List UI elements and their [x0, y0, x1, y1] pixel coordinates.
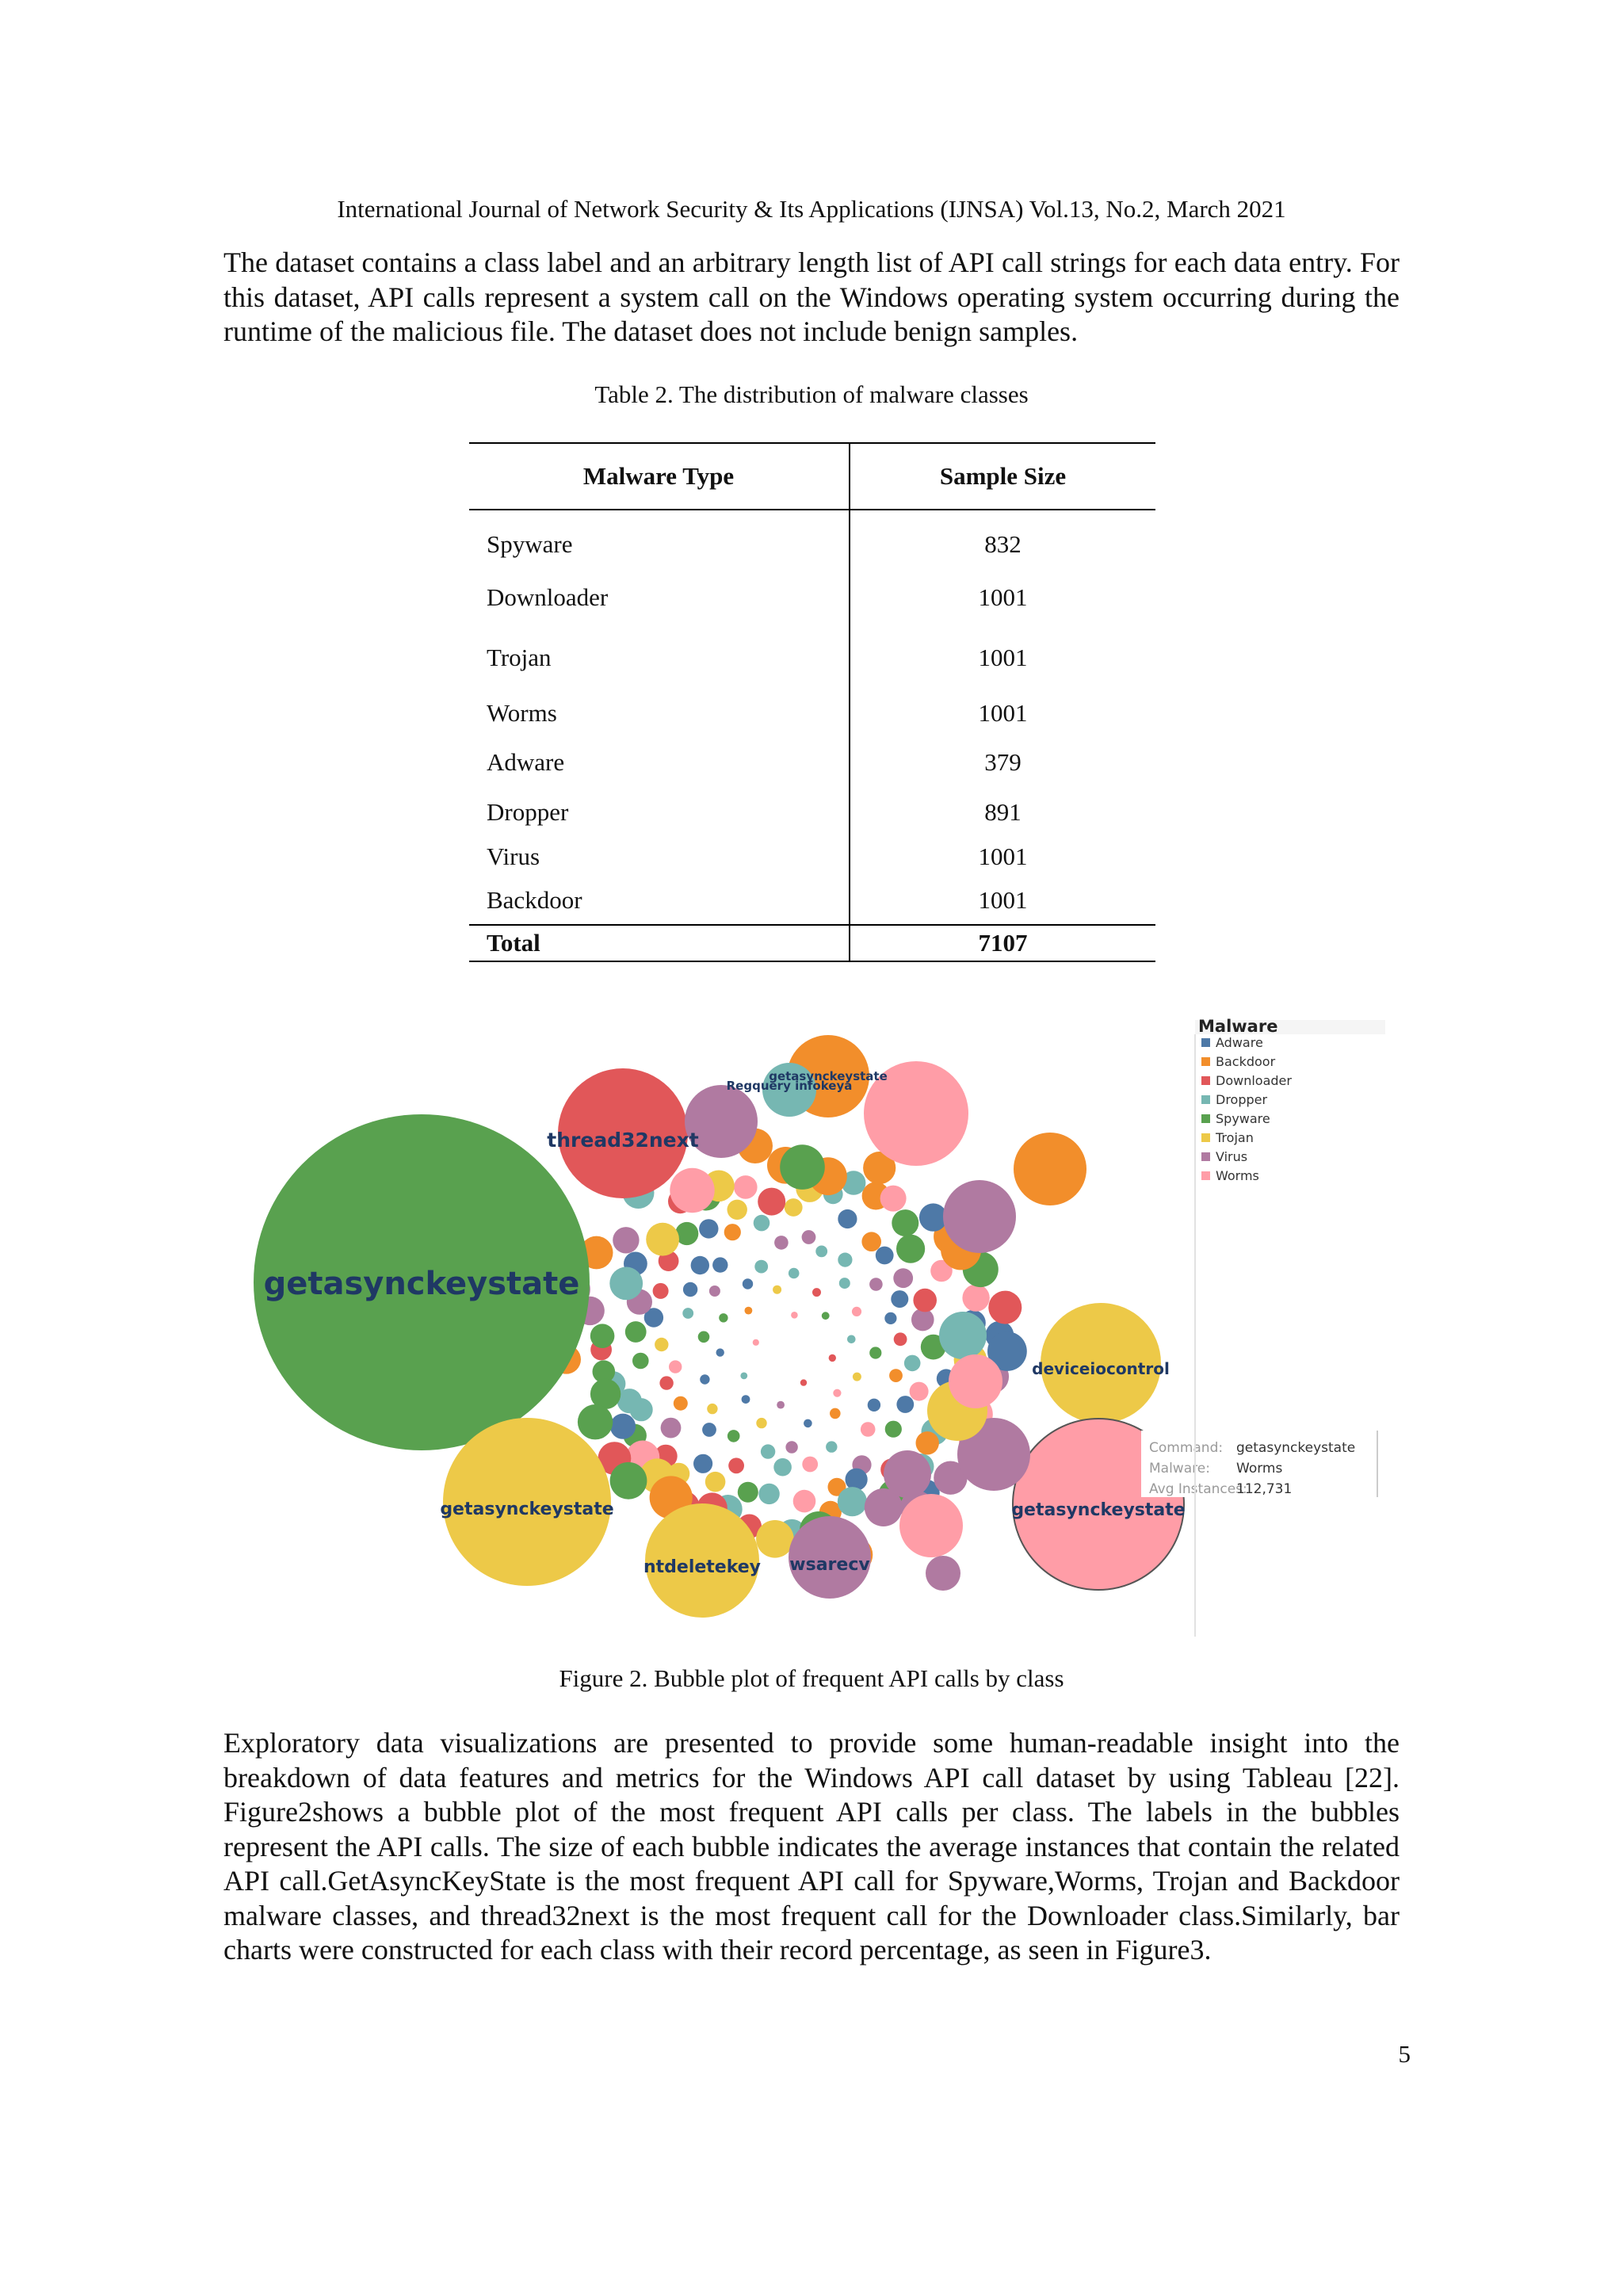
bubble-worms: [734, 1175, 758, 1199]
cell-size: 1001: [978, 644, 1028, 671]
table-row: [469, 838, 1155, 876]
legend-label: Downloader: [1216, 1073, 1292, 1088]
bubble-dropper: [826, 1441, 837, 1452]
bubble-adware: [712, 1257, 727, 1272]
bubble-dropper: [838, 1253, 852, 1267]
bubble-virus: [785, 1441, 797, 1453]
bubble-worms: [962, 1284, 989, 1311]
bubble-dropper: [754, 1260, 768, 1274]
bubble-adware: [846, 1469, 868, 1491]
bubble-worms: [793, 1490, 816, 1513]
bubble-downloader: [913, 1289, 937, 1312]
bubble-adware: [743, 1278, 753, 1289]
bubble-downloader: [728, 1457, 744, 1473]
cell-total-value: 7107: [850, 925, 1155, 961]
bubble-dropper: [758, 1484, 779, 1504]
body-paragraph: Exploratory data visualizations are presented to provide some human-readable insight into the breakdown of data features and metrics for the Windows API call dataset by using Tableau [22]. Figure2shows a bubble plot of the most frequent API calls per class. The labels in the bubbles represent the API calls. The size of each bubble indicates the average instances that contain the related API call.GetAsyncKeyState is the most frequent API call for Spyware,Worms, Trojan and Backdoor malware classes, and thread32next is the most frequent call for the Downloader class.Similarly, bar charts were constructed for each class with their record percentage, as seen in Figure3.: [223, 1727, 1400, 1966]
bubble-dropper: [939, 1312, 987, 1359]
bubble-spyware: [698, 1331, 710, 1343]
bubble-downloader: [988, 1291, 1022, 1324]
bubble-downloader: [812, 1288, 821, 1297]
cell-size: 891: [984, 798, 1022, 826]
legend-label: Trojan: [1216, 1130, 1254, 1145]
bubble-virus: [661, 1418, 682, 1438]
bubble-trojan: [727, 1200, 747, 1220]
bubble-spyware: [590, 1324, 615, 1348]
bubble-spyware: [869, 1347, 881, 1358]
legend-title: Malware: [1198, 1017, 1278, 1036]
table-row: [469, 568, 1155, 627]
legend-label: Adware: [1216, 1035, 1263, 1050]
chart-legend: [1195, 1017, 1385, 1183]
tooltip-malware-value: Worms: [1236, 1461, 1283, 1477]
cell-size: 1001: [978, 583, 1028, 611]
bubble-dropper: [740, 1373, 747, 1380]
bubble-dropper: [815, 1246, 827, 1258]
bubble-backdoor: [830, 1408, 841, 1419]
tooltip-command-value: getasynckeystate: [1236, 1440, 1356, 1456]
bubble-dropper: [682, 1308, 693, 1319]
legend-swatch: [1201, 1038, 1210, 1047]
bubble-virus: [869, 1278, 883, 1291]
legend-swatch: [1201, 1171, 1210, 1180]
cell-type: Trojan: [469, 627, 850, 689]
bubble-virus: [802, 1230, 816, 1244]
bubble-worms: [670, 1168, 714, 1213]
legend-label: Virus: [1216, 1149, 1248, 1164]
legend-items: [1201, 1035, 1292, 1183]
tooltip-command-label: Command:: [1149, 1440, 1224, 1456]
bubble-label: wsarecv: [789, 1555, 870, 1575]
bubble-trojan: [773, 1286, 781, 1294]
bubble-spyware: [892, 1209, 918, 1236]
bubble-downloader: [800, 1379, 807, 1385]
bubble-dropper: [789, 1268, 800, 1279]
column-header-sample-size: Sample Size: [850, 443, 1155, 510]
bubble-adware: [919, 1203, 947, 1231]
cell-type: Virus: [469, 838, 850, 876]
bubble-backdoor: [889, 1369, 903, 1382]
bubble-spyware: [610, 1462, 647, 1499]
table-row: [469, 787, 1155, 838]
cell-size: 1001: [978, 885, 1028, 914]
bubble-spyware: [632, 1353, 649, 1370]
bubble-downloader: [653, 1283, 669, 1299]
bubble-adware: [700, 1374, 709, 1384]
bubble-backdoor: [916, 1431, 939, 1454]
bubble-trojan: [853, 1373, 861, 1381]
intro-paragraph: The dataset contains a class label and an arbitrary length list of API call strings for each data entry. For this dataset, API calls represent a system call on the Windows operating system occurring during the runtime of the malicious file. The dataset does not include benign samples.: [223, 246, 1400, 347]
cell-size: 1001: [978, 699, 1028, 727]
bubble-worms: [852, 1307, 861, 1316]
bubble-worms: [753, 1339, 759, 1346]
bubble-spyware: [738, 1482, 758, 1503]
bubble-spyware: [625, 1321, 647, 1343]
bubble-dropper: [761, 1444, 775, 1458]
bubble-dropper: [754, 1215, 770, 1232]
bubble-dropper: [609, 1267, 643, 1301]
legend-swatch: [1201, 1076, 1210, 1085]
bubble-adware: [884, 1312, 896, 1324]
cell-type: Dropper: [469, 787, 850, 838]
bubble-virus: [926, 1556, 960, 1591]
bubble-label: getasynckeystate: [769, 1069, 888, 1083]
bubble-chart: [246, 1010, 1387, 1637]
bubble-spyware: [885, 1421, 902, 1438]
bubble-spyware: [578, 1404, 613, 1439]
bubble-label: Regquery infokeya: [726, 1079, 853, 1093]
malware-distribution-table: [469, 442, 1155, 962]
table-total-row: [469, 925, 1155, 961]
table-row: [469, 876, 1155, 925]
legend-swatch: [1201, 1095, 1210, 1104]
bubble-spyware: [780, 1144, 825, 1190]
bubble-worms: [802, 1457, 818, 1473]
tooltip-instances-value: 112,731: [1236, 1481, 1293, 1497]
bubble-worms: [910, 1382, 929, 1401]
legend-swatch: [1201, 1152, 1210, 1161]
bubble-worms: [861, 1422, 876, 1437]
bubble-downloader: [659, 1376, 673, 1389]
bubble-worms: [791, 1312, 798, 1319]
bubble-spyware: [727, 1430, 740, 1442]
tooltip: [1141, 1431, 1379, 1497]
cell-type: Adware: [469, 738, 850, 787]
bubble-label: getasynckeystate: [1011, 1500, 1186, 1520]
cell-type: Downloader: [469, 568, 850, 627]
bubble-virus: [774, 1236, 789, 1250]
bubble-downloader: [829, 1354, 836, 1362]
bubble-worms: [669, 1360, 682, 1373]
bubble-label: getasynckeystate: [440, 1499, 614, 1519]
cell-size: 379: [984, 748, 1022, 776]
cell-type: Worms: [469, 689, 850, 738]
tooltip-instances-label: Avg Instances:: [1149, 1481, 1247, 1497]
bubble-virus: [943, 1180, 1016, 1253]
bubble-virus: [709, 1286, 720, 1297]
legend-label: Backdoor: [1216, 1054, 1276, 1069]
cell-type: Backdoor: [469, 876, 850, 925]
bubble-adware: [804, 1419, 812, 1428]
bubble-label: getasynckeystate: [263, 1266, 580, 1302]
bubble-virus: [613, 1227, 639, 1253]
bubble-virus: [893, 1268, 913, 1288]
bubble-backdoor: [861, 1232, 881, 1251]
bubble-downloader: [894, 1332, 907, 1346]
bubble-worms: [833, 1389, 841, 1397]
bubble-spyware: [896, 1235, 925, 1263]
bubble-trojan: [756, 1520, 794, 1558]
legend-swatch: [1201, 1057, 1210, 1066]
bubble-backdoor: [1014, 1133, 1086, 1205]
bubble-label: deviceiocontrol: [1032, 1359, 1170, 1378]
bubble-adware: [876, 1247, 894, 1265]
bubbles-group: [254, 1035, 1184, 1618]
bubble-trojan: [707, 1404, 717, 1414]
bubble-backdoor: [674, 1396, 688, 1411]
bubble-dropper: [617, 1389, 642, 1413]
legend-label: Spyware: [1216, 1111, 1270, 1126]
bubble-adware: [702, 1423, 716, 1437]
bubble-spyware: [822, 1312, 830, 1320]
legend-swatch: [1201, 1114, 1210, 1123]
table-row: [469, 510, 1155, 568]
bubble-dropper: [773, 1458, 792, 1477]
cell-type: Spyware: [469, 510, 850, 568]
cell-total-label: Total: [469, 925, 850, 961]
bubble-trojan: [646, 1223, 679, 1256]
bubble-worms: [949, 1354, 1002, 1408]
bubble-adware: [691, 1256, 709, 1274]
bubble-trojan: [705, 1472, 726, 1492]
bubble-worms: [880, 1186, 907, 1212]
bubble-label: ntdeletekey: [643, 1557, 762, 1577]
table-caption: Table 2. The distribution of malware classes: [594, 380, 1029, 408]
bubble-spyware: [719, 1313, 727, 1322]
bubble-dropper: [904, 1355, 921, 1372]
bubble-adware: [610, 1414, 636, 1439]
column-header-malware-type: Malware Type: [469, 443, 850, 510]
table-header-row: [469, 443, 1155, 510]
legend-label: Dropper: [1216, 1092, 1268, 1107]
legend-swatch: [1201, 1133, 1210, 1142]
bubble-dropper: [839, 1278, 850, 1289]
bubble-virus: [884, 1450, 931, 1498]
bubble-adware: [693, 1454, 712, 1473]
bubble-trojan: [785, 1198, 803, 1217]
bubble-adware: [838, 1209, 857, 1228]
table-row: [469, 627, 1155, 689]
bubble-adware: [699, 1219, 718, 1238]
bubble-adware: [683, 1282, 697, 1297]
bubble-backdoor: [724, 1224, 741, 1240]
bubble-dropper: [847, 1335, 856, 1344]
bubble-adware: [716, 1348, 724, 1356]
bubble-trojan: [655, 1338, 668, 1351]
bubble-trojan: [756, 1418, 766, 1428]
bubble-dropper: [838, 1487, 867, 1516]
table-row: [469, 689, 1155, 738]
bubble-backdoor: [745, 1307, 753, 1315]
tooltip-malware-label: Malware:: [1149, 1461, 1210, 1477]
figure-caption: Figure 2. Bubble plot of frequent API calls by class: [559, 1664, 1064, 1692]
bubble-worms: [899, 1494, 963, 1557]
table-row: [469, 738, 1155, 787]
bubble-adware: [868, 1399, 880, 1412]
bubble-adware: [896, 1396, 914, 1413]
bubble-downloader: [758, 1188, 785, 1216]
bubble-adware: [742, 1395, 750, 1404]
legend-label: Worms: [1216, 1168, 1259, 1183]
page-number: 5: [1398, 2040, 1411, 2068]
bubble-virus: [777, 1401, 785, 1409]
bubble-adware: [891, 1290, 908, 1308]
journal-header: International Journal of Network Security & Its Applications (IJNSA) Vol.13, No.2, March 2021: [337, 195, 1286, 223]
bubble-label: thread32next: [547, 1129, 699, 1152]
cell-size: 832: [984, 530, 1022, 558]
cell-size: 1001: [978, 842, 1028, 870]
